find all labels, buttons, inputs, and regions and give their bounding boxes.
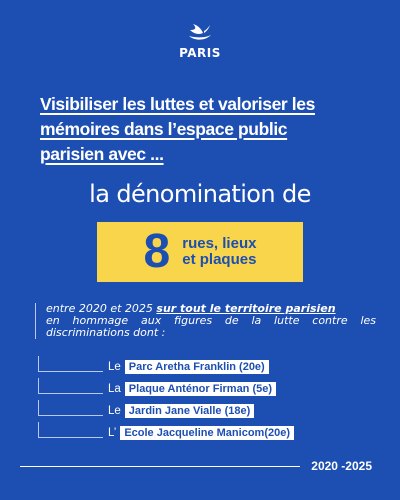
highlight-line: et plaques [182, 251, 257, 268]
highlight-text [182, 236, 256, 268]
item-prefix: L’ [108, 427, 117, 439]
intro-line-2: en hommage aux figures de la lutte contre les [46, 314, 376, 327]
list-item [36, 356, 356, 378]
connector-line [38, 356, 103, 372]
item-name: Parc Aretha Franklin (20e) [125, 360, 269, 374]
list-item [36, 400, 356, 422]
intro-lead: entre 2020 et 2025 [46, 302, 153, 315]
headline-line: mémoires dans l’espace public [40, 119, 288, 139]
list-item [36, 378, 356, 400]
intro-bold: sur tout le territoire parisien [156, 302, 336, 315]
intro-line-3: discriminations dont : [46, 326, 166, 339]
headline-line: Visibiliser les luttes et valoriser les [40, 94, 315, 114]
item-prefix: Le [108, 405, 121, 417]
highlight-number: 8 [143, 225, 171, 278]
highlight-box [97, 222, 303, 282]
headline-line: parisien avec ... [40, 144, 164, 164]
places-list [36, 356, 356, 444]
connector-line [38, 400, 103, 416]
footer-divider [20, 466, 300, 467]
highlight-line: rues, lieux [182, 235, 257, 252]
paris-logo [0, 22, 400, 60]
footer-years: 2020 -2025 [311, 459, 372, 473]
connector-line [38, 378, 103, 394]
item-name: Jardin Jane Vialle (18e) [125, 404, 254, 418]
intro-text [35, 303, 376, 339]
item-prefix: La [108, 383, 121, 395]
item-prefix: Le [108, 361, 121, 373]
subtitle: la dénomination de [89, 180, 311, 208]
item-name: Ecole Jacqueline Manicom(20e) [120, 426, 294, 440]
logo-text: PARIS [179, 46, 221, 60]
headline [40, 92, 370, 167]
paris-ship-logo-icon [187, 22, 213, 44]
item-name: Plaque Anténor Firman (5e) [125, 382, 276, 396]
connector-line [38, 422, 103, 438]
list-item [36, 422, 356, 444]
